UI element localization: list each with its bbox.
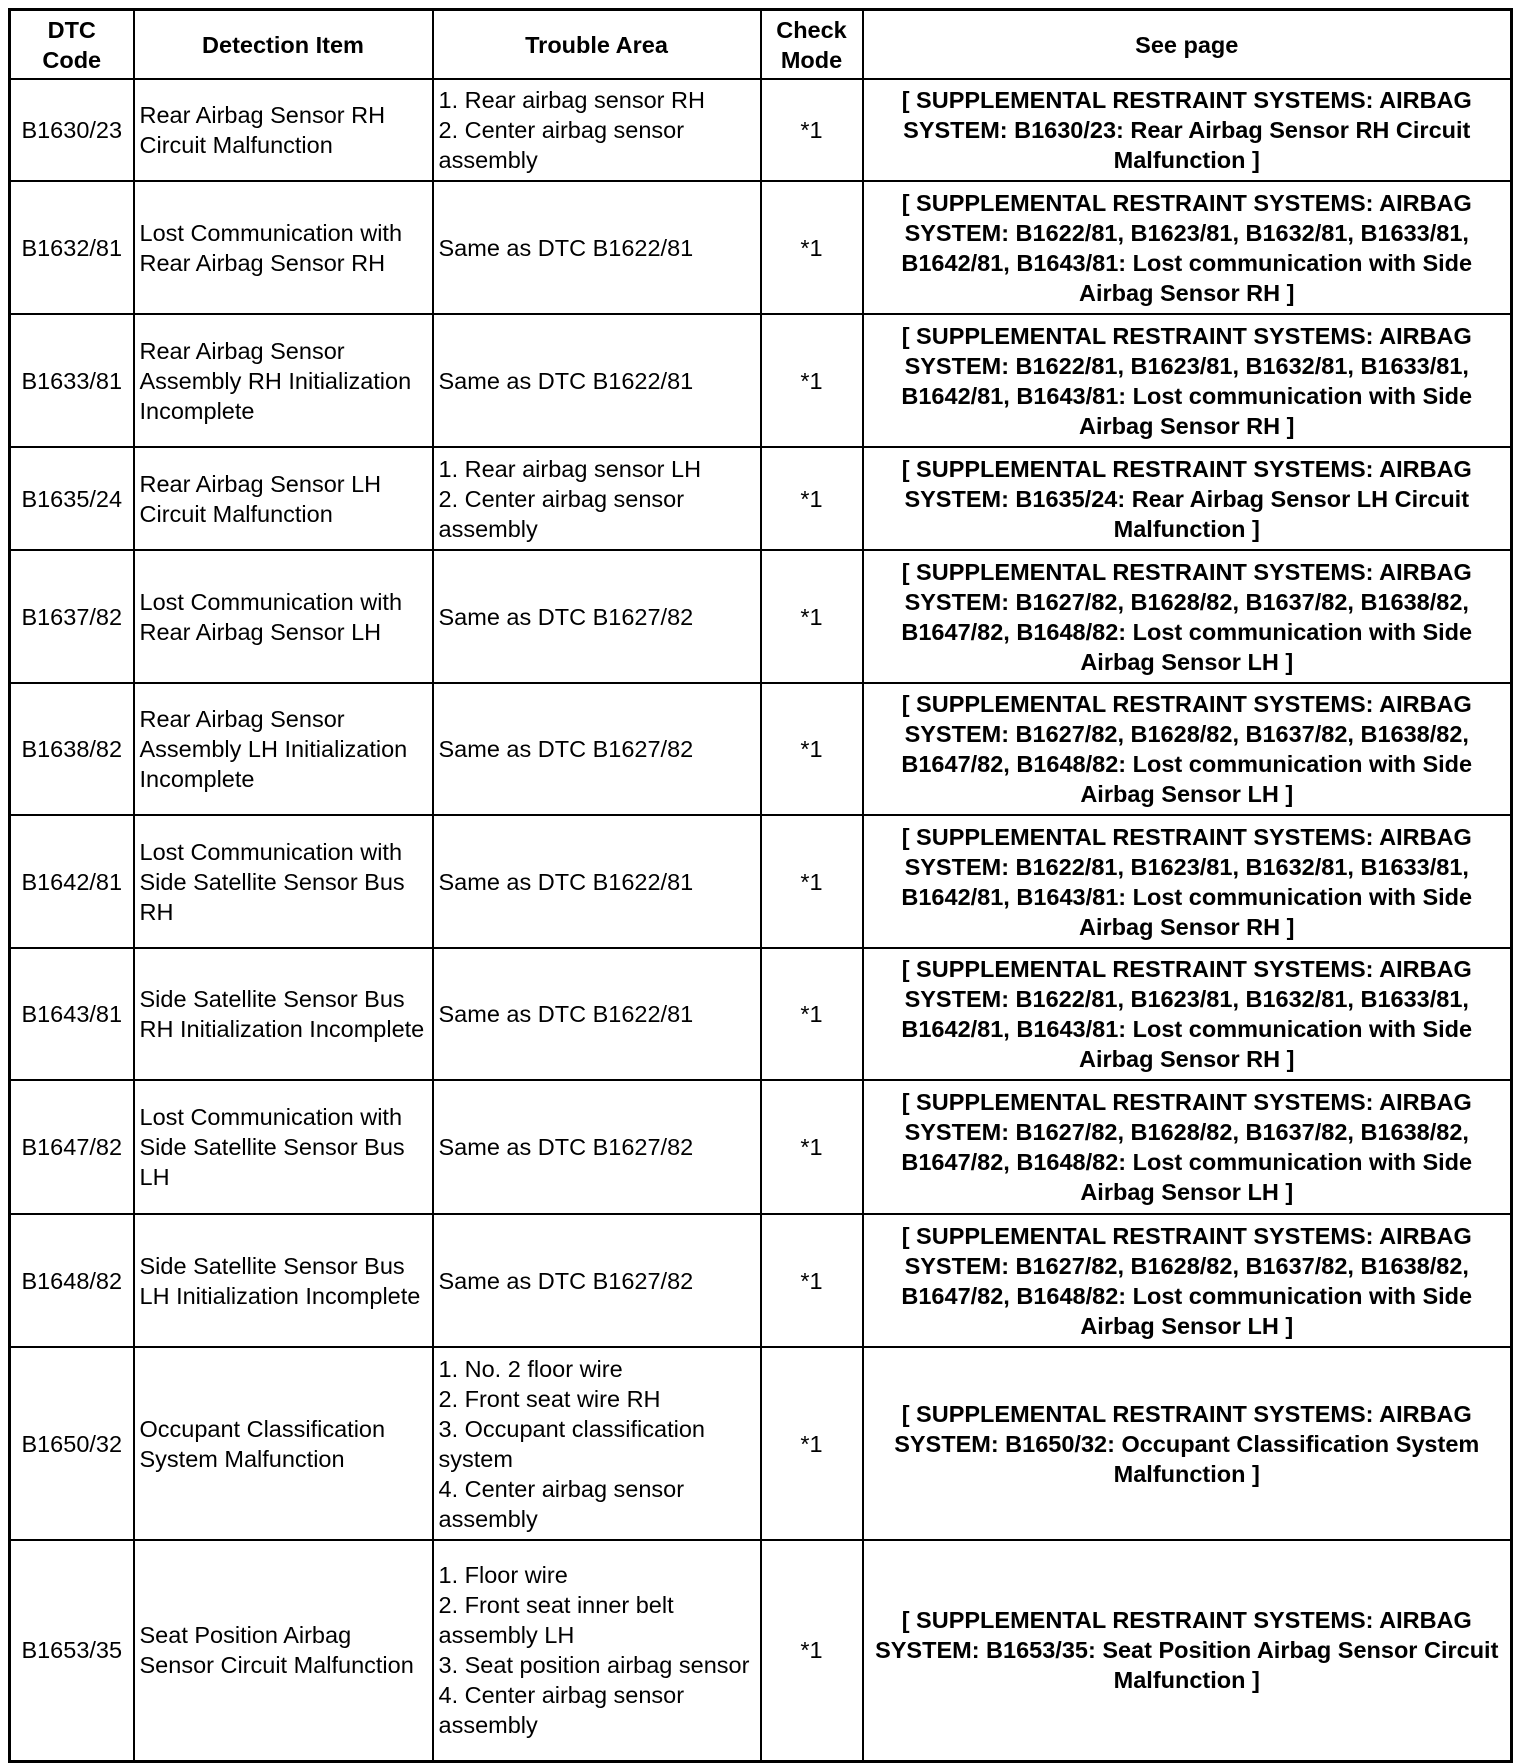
trouble-area-item: 2. Front seat inner belt assembly LH — [438, 1592, 674, 1649]
trouble-area — [433, 948, 761, 1080]
trouble-area-item: Same as DTC B1627/82 — [438, 1134, 694, 1160]
dtc-code: B1653/35 — [10, 1540, 134, 1761]
trouble-area-item: 1. Floor wire — [438, 1562, 568, 1589]
dtc-code: B1647/82 — [10, 1080, 134, 1214]
detection-item: Lost Communication with Side Satellite Sensor Bus RH — [134, 815, 433, 948]
table-row — [10, 550, 1512, 683]
trouble-area-item: 2. Center airbag sensor assembly — [438, 485, 685, 542]
dtc-code: B1630/23 — [10, 79, 134, 181]
trouble-area-item: Same as DTC B1622/81 — [438, 868, 694, 895]
table-row — [10, 314, 1512, 447]
header-see-page: See page — [863, 10, 1512, 80]
trouble-area-item: Same as DTC B1627/82 — [438, 1267, 694, 1294]
see-page-link: [ SUPPLEMENTAL RESTRAINT SYSTEMS: AIRBAG SYSTEM: B1622/81, B1623/81, B1632/81, B1633/81, B1642/81, B1643/81: Lost communication with Side Airbag Sensor RH ] — [863, 815, 1512, 948]
trouble-area-item: 1. Rear airbag sensor RH — [438, 87, 705, 113]
detection-item: Lost Communication with Side Satellite Sensor Bus LH — [134, 1080, 433, 1214]
see-page-link: [ SUPPLEMENTAL RESTRAINT SYSTEMS: AIRBAG SYSTEM: B1630/23: Rear Airbag Sensor RH Circuit Malfunction ] — [863, 79, 1512, 181]
trouble-area — [433, 815, 761, 948]
trouble-area-item: 4. Center airbag sensor assembly — [438, 1682, 685, 1739]
header-trouble-area: Trouble Area — [433, 10, 761, 80]
see-page-link: [ SUPPLEMENTAL RESTRAINT SYSTEMS: AIRBAG SYSTEM: B1622/81, B1623/81, B1632/81, B1633/81, B1642/81, B1643/81: Lost communication with Side Airbag Sensor RH ] — [863, 948, 1512, 1080]
table-row — [10, 79, 1512, 181]
check-mode: *1 — [761, 815, 863, 948]
trouble-area-item: Same as DTC B1622/81 — [438, 234, 694, 261]
trouble-area-item: 3. Seat position airbag sensor — [438, 1652, 750, 1679]
trouble-area — [433, 1214, 761, 1347]
trouble-area — [433, 1080, 761, 1214]
dtc-code: B1648/82 — [10, 1214, 134, 1347]
trouble-area-item: Same as DTC B1622/81 — [438, 1001, 694, 1027]
table-row — [10, 447, 1512, 550]
table-row — [10, 1540, 1512, 1761]
see-page-link: [ SUPPLEMENTAL RESTRAINT SYSTEMS: AIRBAG SYSTEM: B1627/82, B1628/82, B1637/82, B1638/82, B1647/82, B1648/82: Lost communication with Side Airbag Sensor LH ] — [863, 1214, 1512, 1347]
see-page-link: [ SUPPLEMENTAL RESTRAINT SYSTEMS: AIRBAG SYSTEM: B1650/32: Occupant Classification System Malfunction ] — [863, 1347, 1512, 1540]
detection-item: Seat Position Airbag Sensor Circuit Malfunction — [134, 1540, 433, 1761]
trouble-area-item: Same as DTC B1622/81 — [438, 367, 694, 394]
trouble-area — [433, 1540, 761, 1761]
check-mode: *1 — [761, 181, 863, 314]
check-mode: *1 — [761, 1214, 863, 1347]
table-row — [10, 1080, 1512, 1214]
see-page-link: [ SUPPLEMENTAL RESTRAINT SYSTEMS: AIRBAG SYSTEM: B1635/24: Rear Airbag Sensor LH Circuit Malfunction ] — [863, 447, 1512, 550]
header-detection-item: Detection Item — [134, 10, 433, 80]
trouble-area-item: 2. Front seat wire RH — [438, 1385, 661, 1412]
table-row — [10, 1347, 1512, 1540]
check-mode: *1 — [761, 1347, 863, 1540]
trouble-area — [433, 79, 761, 181]
see-page-link: [ SUPPLEMENTAL RESTRAINT SYSTEMS: AIRBAG SYSTEM: B1622/81, B1623/81, B1632/81, B1633/81, B1642/81, B1643/81: Lost communication with Side Airbag Sensor RH ] — [863, 181, 1512, 314]
trouble-area — [433, 181, 761, 314]
detection-item: Lost Communication with Rear Airbag Sensor LH — [134, 550, 433, 683]
dtc-table — [8, 8, 1513, 1763]
see-page-link: [ SUPPLEMENTAL RESTRAINT SYSTEMS: AIRBAG SYSTEM: B1627/82, B1628/82, B1637/82, B1638/82, B1647/82, B1648/82: Lost communication with Side Airbag Sensor LH ] — [863, 550, 1512, 683]
see-page-link: [ SUPPLEMENTAL RESTRAINT SYSTEMS: AIRBAG SYSTEM: B1627/82, B1628/82, B1637/82, B1638/82, B1647/82, B1648/82: Lost communication with Side Airbag Sensor LH ] — [863, 1080, 1512, 1214]
dtc-code: B1638/82 — [10, 683, 134, 815]
dtc-code: B1642/81 — [10, 815, 134, 948]
trouble-area — [433, 314, 761, 447]
trouble-area-item: 2. Center airbag sensor assembly — [438, 117, 685, 173]
table-row — [10, 181, 1512, 314]
detection-item: Rear Airbag Sensor LH Circuit Malfunction — [134, 447, 433, 550]
check-mode: *1 — [761, 948, 863, 1080]
detection-item: Lost Communication with Rear Airbag Sensor RH — [134, 181, 433, 314]
trouble-area-item: 4. Center airbag sensor assembly — [438, 1475, 685, 1532]
table-row — [10, 1214, 1512, 1347]
trouble-area-item: Same as DTC B1627/82 — [438, 736, 694, 762]
table-row — [10, 683, 1512, 815]
detection-item: Rear Airbag Sensor Assembly RH Initialization Incomplete — [134, 314, 433, 447]
trouble-area — [433, 683, 761, 815]
dtc-code: B1650/32 — [10, 1347, 134, 1540]
detection-item: Side Satellite Sensor Bus RH Initialization Incomplete — [134, 948, 433, 1080]
detection-item: Rear Airbag Sensor Assembly LH Initialization Incomplete — [134, 683, 433, 815]
detection-item: Side Satellite Sensor Bus LH Initialization Incomplete — [134, 1214, 433, 1347]
detection-item: Occupant Classification System Malfunction — [134, 1347, 433, 1540]
trouble-area-item: 1. Rear airbag sensor LH — [438, 455, 702, 482]
check-mode: *1 — [761, 447, 863, 550]
header-row — [10, 10, 1512, 80]
dtc-code: B1635/24 — [10, 447, 134, 550]
dtc-code: B1633/81 — [10, 314, 134, 447]
trouble-area — [433, 550, 761, 683]
check-mode: *1 — [761, 1540, 863, 1761]
check-mode: *1 — [761, 314, 863, 447]
trouble-area-item: Same as DTC B1627/82 — [438, 603, 694, 630]
table-row — [10, 815, 1512, 948]
see-page-link: [ SUPPLEMENTAL RESTRAINT SYSTEMS: AIRBAG SYSTEM: B1627/82, B1628/82, B1637/82, B1638/82, B1647/82, B1648/82: Lost communication with Side Airbag Sensor LH ] — [863, 683, 1512, 815]
trouble-area — [433, 1347, 761, 1540]
check-mode: *1 — [761, 1080, 863, 1214]
table-row — [10, 948, 1512, 1080]
see-page-link: [ SUPPLEMENTAL RESTRAINT SYSTEMS: AIRBAG SYSTEM: B1622/81, B1623/81, B1632/81, B1633/81, B1642/81, B1643/81: Lost communication with Side Airbag Sensor RH ] — [863, 314, 1512, 447]
dtc-code: B1632/81 — [10, 181, 134, 314]
trouble-area — [433, 447, 761, 550]
header-check-mode: Check Mode — [761, 10, 863, 80]
header-dtc-code: DTC Code — [10, 10, 134, 80]
check-mode: *1 — [761, 683, 863, 815]
see-page-link: [ SUPPLEMENTAL RESTRAINT SYSTEMS: AIRBAG SYSTEM: B1653/35: Seat Position Airbag Sensor Circuit Malfunction ] — [863, 1540, 1512, 1761]
trouble-area-item: 1. No. 2 floor wire — [438, 1355, 623, 1382]
dtc-code: B1643/81 — [10, 948, 134, 1080]
check-mode: *1 — [761, 550, 863, 683]
dtc-code: B1637/82 — [10, 550, 134, 683]
trouble-area-item: 3. Occupant classification system — [438, 1415, 705, 1472]
detection-item: Rear Airbag Sensor RH Circuit Malfunction — [134, 79, 433, 181]
check-mode: *1 — [761, 79, 863, 181]
